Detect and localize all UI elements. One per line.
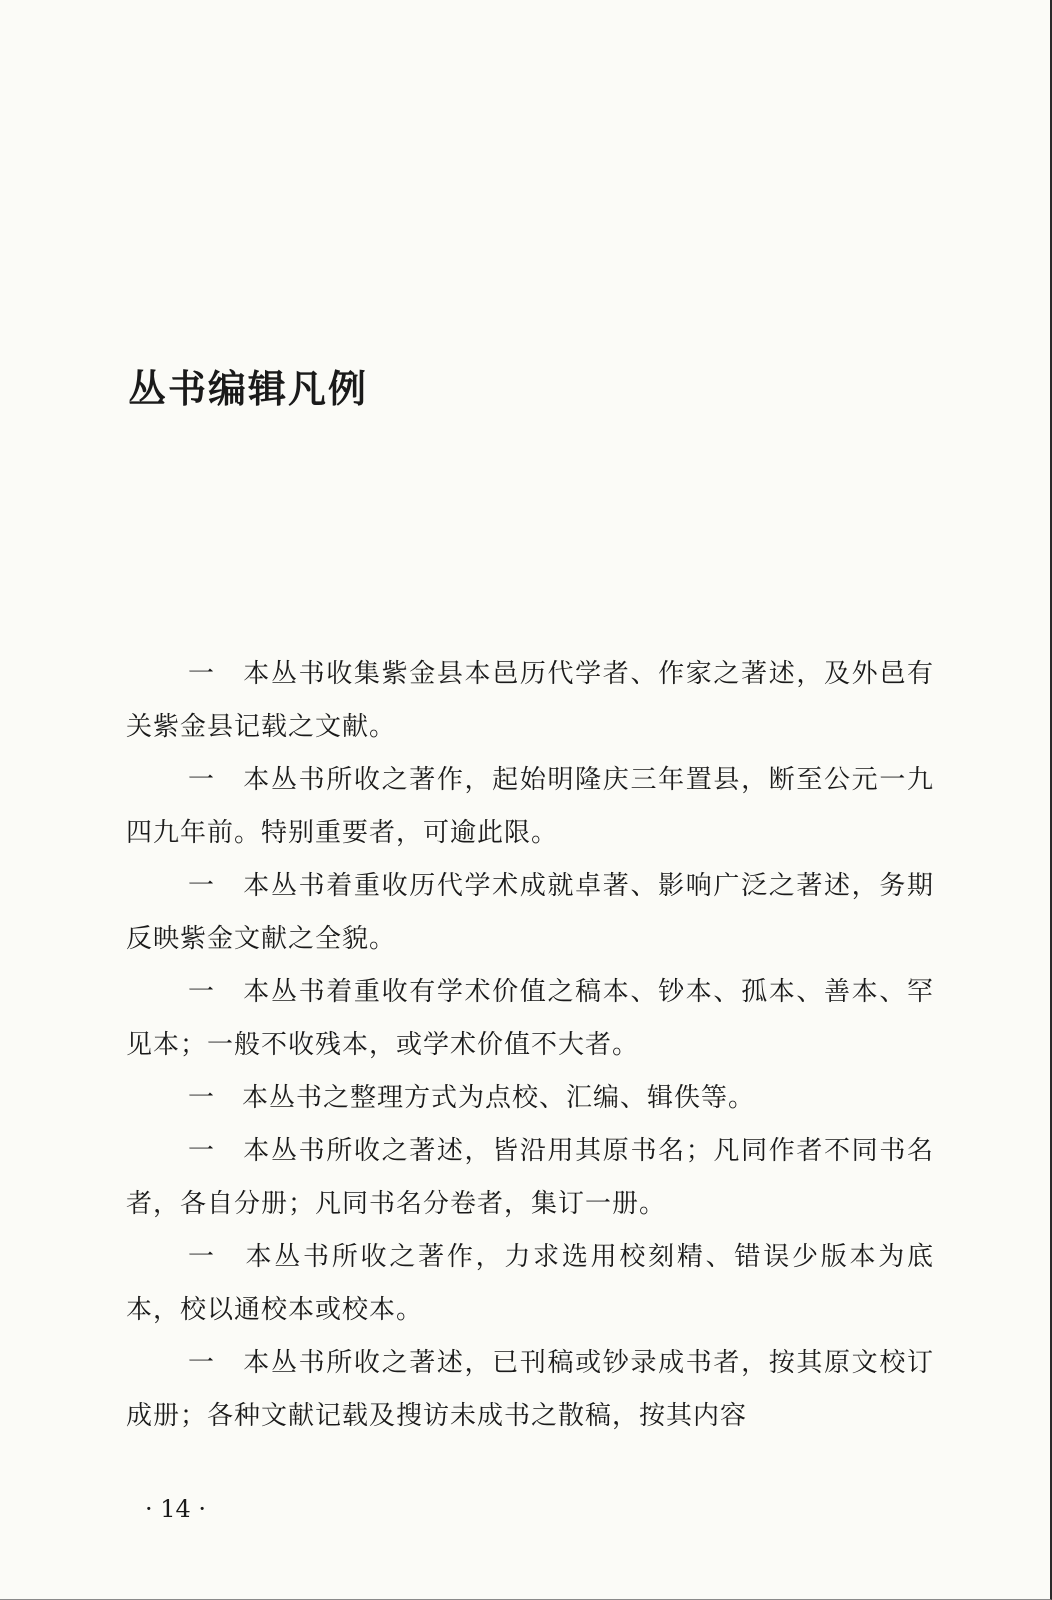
guideline-item: 一 本丛书着重收历代学术成就卓著、影响广泛之著述，务期反映紫金文献之全貌。	[126, 871, 934, 954]
guideline-item: 一 本丛书之整理方式为点校、汇编、辑佚等。	[188, 1083, 756, 1113]
guideline-item: 一 本丛书所收之著作，力求选用校刻精、错误少版本为底本，校以通校本或校本。	[126, 1242, 934, 1325]
guideline-item: 一 本丛书所收之著述，已刊稿或钞录成书者，按其原文校订成册；各种文献记载及搜访未成书之散稿，按其内容	[126, 1348, 934, 1431]
guideline-item: 一 本丛书所收之著述，皆沿用其原书名；凡同作者不同书名者，各自分册；凡同书名分卷者，集订一册。	[126, 1136, 934, 1219]
guideline-item: 一 本丛书着重收有学术价值之稿本、钞本、孤本、善本、罕见本；一般不收残本，或学术价值不大者。	[126, 977, 934, 1060]
editorial-guidelines	[126, 648, 934, 1443]
guideline-item: 一 本丛书所收之著作，起始明隆庆三年置县，断至公元一九四九年前。特别重要者，可逾此限。	[126, 765, 934, 848]
guideline-item: 一 本丛书收集紫金县本邑历代学者、作家之著述，及外邑有关紫金县记载之文献。	[126, 659, 934, 742]
page-title: 丛书编辑凡例	[128, 367, 369, 411]
page-number: · 14 ·	[145, 1495, 207, 1523]
